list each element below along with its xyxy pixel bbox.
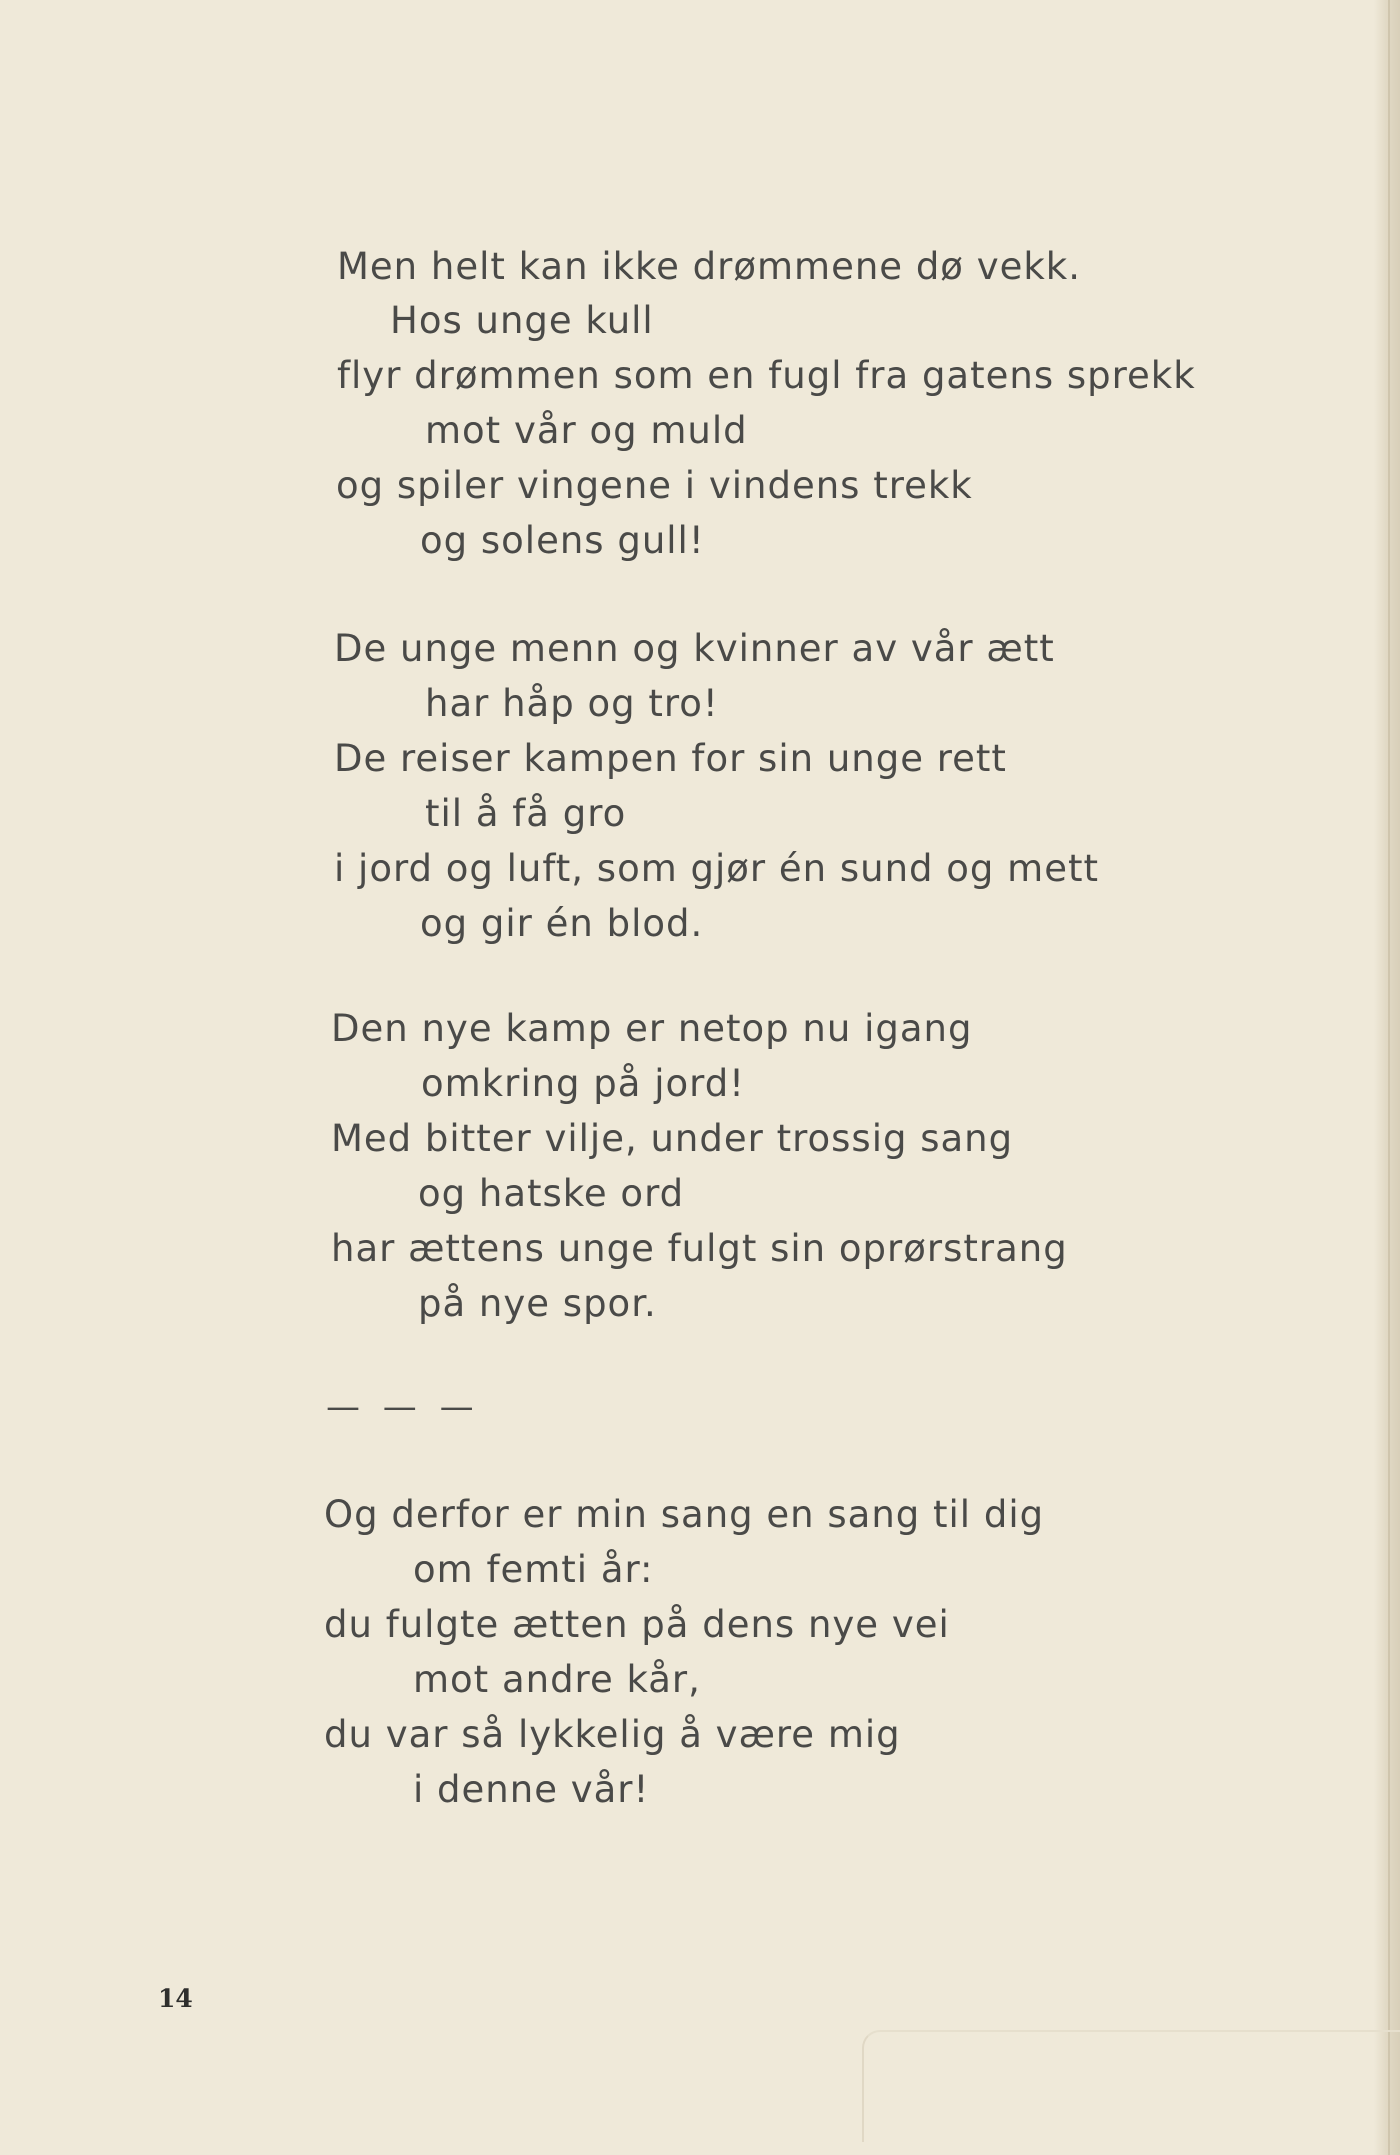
page-number: 14 [158,1984,193,2013]
poem-line: om femti år: [413,1548,654,1591]
poem-line: mot andre kår, [413,1658,701,1701]
poem-line: De unge menn og kvinner av vår ætt [334,627,1055,670]
poem-line: har håp og tro! [425,682,719,725]
poem-line: har ættens unge fulgt sin oprørstrang [331,1227,1068,1270]
poem-line: Den nye kamp er netop nu igang [331,1007,973,1050]
poem-line: du var så lykkelig å være mig [324,1713,901,1756]
poem-line: og hatske ord [418,1172,685,1215]
poem-line: på nye spor. [418,1282,657,1325]
poem-line: til å få gro [425,792,627,835]
poem-line: Men helt kan ikke drømmene dø vekk. [337,245,1081,288]
poem-line: mot vår og muld [425,409,748,452]
poem-line: Med bitter vilje, under trossig sang [331,1117,1014,1160]
poem-line: i denne vår! [413,1768,650,1811]
poem-line: Og derfor er min sang en sang til dig [324,1493,1045,1536]
poem-line: flyr drømmen som en fugl fra gatens sprekk [337,354,1196,397]
section-divider: — — — [326,1387,480,1427]
poem-line: De reiser kampen for sin unge rett [334,737,1007,780]
poem-line: i jord og luft, som gjør én sund og mett [334,847,1099,890]
poem-line: og gir én blod. [420,902,704,945]
poem-line: og spiler vingene i vindens trekk [336,464,973,507]
poem-line: omkring på jord! [421,1062,746,1105]
poem-line: Hos unge kull [390,299,654,342]
poem-line: du fulgte ætten på dens nye vei [324,1603,950,1646]
poem-line: og solens gull! [420,519,705,562]
